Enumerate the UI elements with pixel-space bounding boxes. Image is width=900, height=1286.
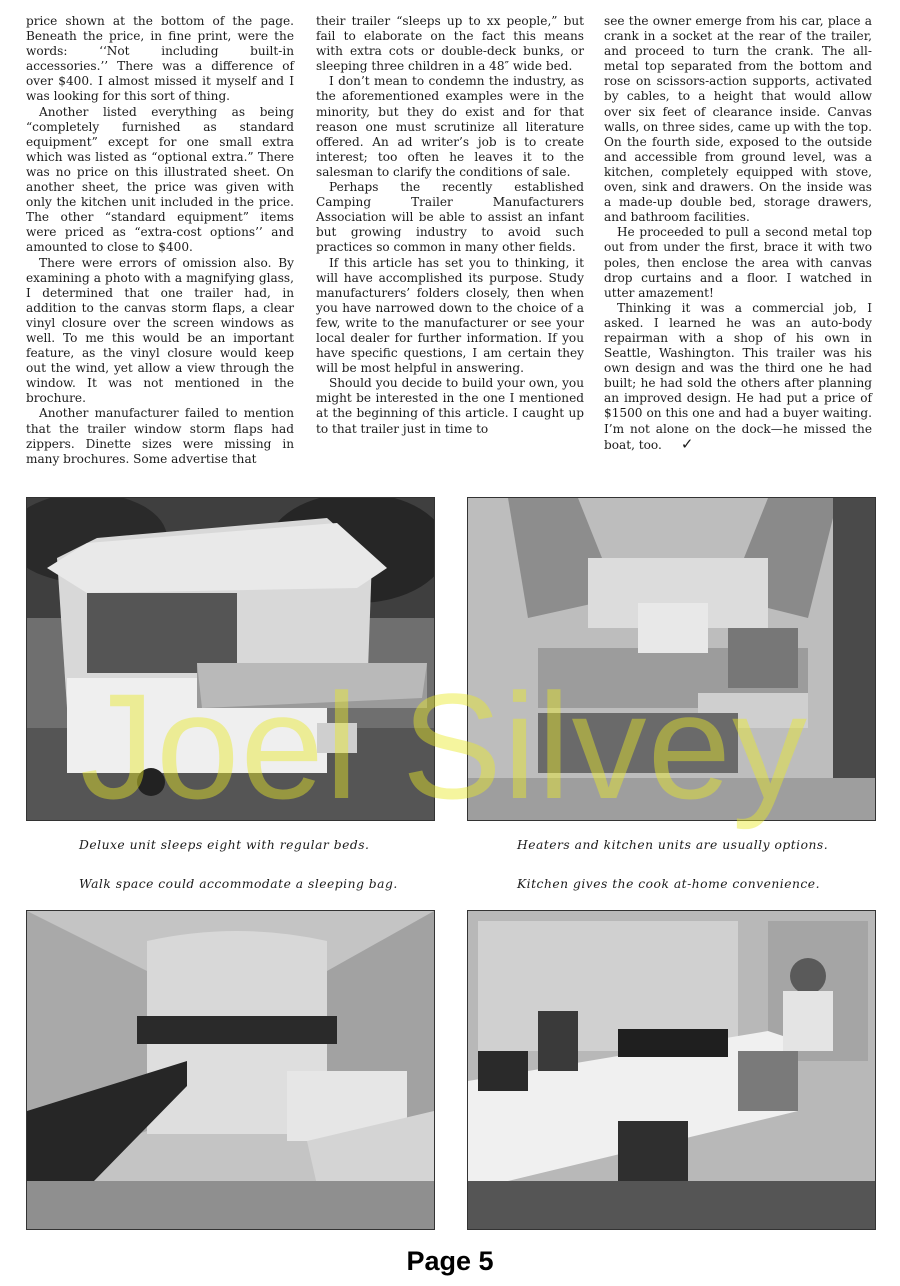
photo-deluxe-trailer-exterior — [26, 497, 435, 821]
caption-photo-2: Heaters and kitchen units are usually options. — [517, 838, 829, 852]
photo-heater-kitchen-units — [467, 497, 876, 821]
article-column-3 — [604, 14, 872, 453]
caption-photo-1: Deluxe unit sleeps eight with regular beds. — [79, 838, 370, 852]
paragraph: Perhaps the recently established Camping Trailer Manufacturers Association will be able to assist an infant but growing industry to avoid such practices so common in many other fields. — [316, 180, 584, 255]
photo-interior-walk-space — [26, 910, 435, 1230]
paragraph: see the owner emerge from his car, place a crank in a socket at the rear of the trailer, and proceed to turn the crank. The all-metal top separated from the bottom and rose on scissors-action supports, activated by cables, to a height that would allow over six feet of clearance inside. Canvas walls, on three sides, came up with the top. On the fourth side, exposed to the outside and accessible from ground level, was a kitchen, completely equipped with stove, oven, sink and drawers. On the inside was a made-up double bed, storage drawers, and bathroom facilities. — [604, 14, 872, 225]
watermark: Joel Silvey — [80, 662, 808, 830]
page-number: Page 5 — [406, 1246, 494, 1276]
paragraph: price shown at the bottom of the page. Beneath the price, in fine print, were the words: ‘‘Not including built-in accessories.’’ There was a difference of over $400. I almost missed it myself and I was looking for this sort of thing. — [26, 14, 294, 104]
paragraph-text: Thinking it was a commercial job, I asked. I learned he was an auto-body repairman with a shop of his own in Seattle, Washington. This trailer was his own design and was the third one he had built; he had sold the others after planning an improved design. He had put a price of $1500 on this one and had a buyer waiting. I’m not alone on the dock—he missed the boat, too. — [604, 300, 872, 452]
article-column-2 — [316, 14, 584, 437]
end-mark-icon: ✓ — [680, 434, 694, 453]
paragraph: He proceeded to pull a second metal top out from under the first, brace it with two poles, then enclose the area with canvas drop curtains and a floor. I watched in utter amazement! — [604, 225, 872, 300]
photo-kitchen-convenience — [467, 910, 876, 1230]
caption-photo-4: Kitchen gives the cook at-home convenience. — [517, 877, 820, 891]
paragraph: their trailer “sleeps up to xx people,” but fail to elaborate on the fact this means with extra cots or double-deck bunks, or sleeping three children in a 48″ wide bed. — [316, 14, 584, 74]
paragraph: I don’t mean to condemn the industry, as the aforementioned examples were in the minority, but they do exist and for that reason one must scrutinize all literature offered. An ad writer’s job is to create interest; too often he leaves it to the salesman to clarify the conditions of sale. — [316, 74, 584, 179]
paragraph: Another manufacturer failed to mention that the trailer window storm flaps had zippers. Dinette sizes were missing in many brochures. Some advertise that — [26, 406, 294, 466]
paragraph: Another listed everything as being “completely furnished as standard equipment” except for one small extra which was listed as “optional extra.” There was no price on this illustrated sheet. On another sheet, the price was given with only the kitchen unit included in the price. The other “standard equipment” items were priced as “extra-cost options’’ and amounted to close to $400. — [26, 104, 294, 255]
article-column-1 — [26, 14, 294, 467]
caption-photo-3: Walk space could accommodate a sleeping bag. — [79, 877, 398, 891]
paragraph — [604, 301, 872, 453]
paragraph: Should you decide to build your own, you might be interested in the one I mentioned at the beginning of this article. I caught up to that trailer just in time to — [316, 376, 584, 436]
paragraph: If this article has set you to thinking, it will have accomplished its purpose. Study manufacturers’ folders closely, then when you have narrowed down to the choice of a few, write to the manufacturer or see your local dealer for further information. If you have specific questions, I am certain they will be most helpful in answering. — [316, 255, 584, 376]
paragraph: There were errors of omission also. By examining a photo with a magnifying glass, I determined that one trailer had, in addition to the canvas storm flaps, a clear vinyl closure over the screen windows as well. To me this would be an important feature, as the vinyl closure would keep out the wind, yet allow a view through the window. It was not mentioned in the brochure. — [26, 255, 294, 406]
